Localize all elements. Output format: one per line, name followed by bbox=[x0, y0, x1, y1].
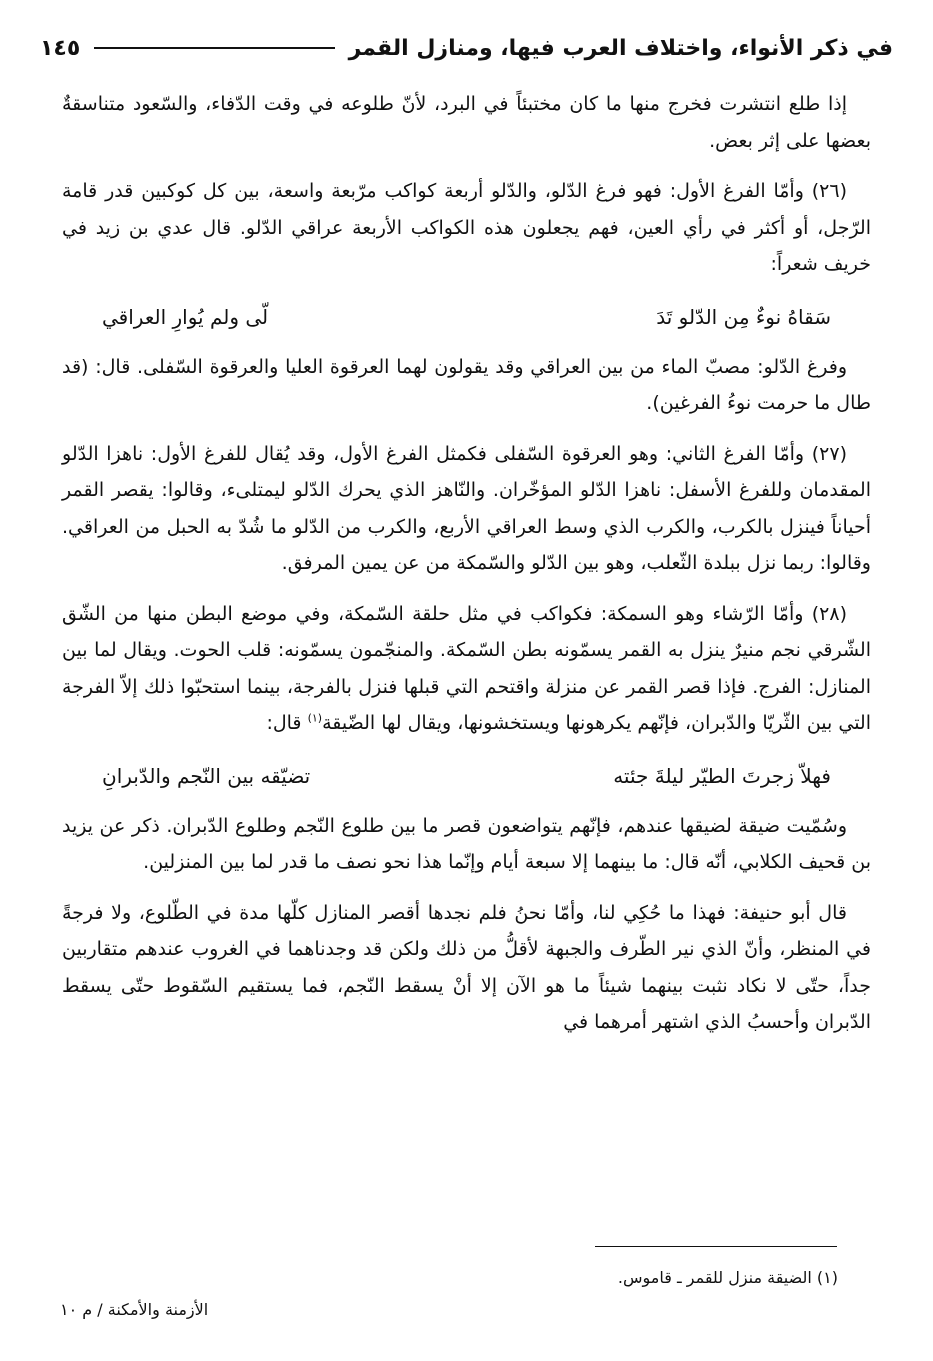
paragraph-1: إذا طلع انتشرت فخرج منها ما كان مختبئاً في البرد، لأنّ طلوعه في وقت الدّفاء، والسّعود متناسقةٌ بعضها على إثر بعض. bbox=[62, 93, 871, 152]
verse-1-second-hemistich: لّى ولم يُوارِ العراقي bbox=[102, 304, 269, 329]
paragraph-28 bbox=[62, 596, 871, 742]
verse-2-first-hemistich: فهلاّ زجرتَ الطيّر ليلةَ جئته bbox=[613, 763, 831, 788]
page-number: ١٤٥ bbox=[40, 35, 81, 61]
footnote-marker: (١) bbox=[307, 711, 323, 725]
footnote-rule bbox=[595, 1246, 837, 1247]
printer-signature: الأزمنة والأمكنة / م ١٠ bbox=[60, 1300, 209, 1319]
running-header bbox=[40, 30, 893, 66]
paragraph-dayqa: وسُمّيت ضيقة لضيقها عندهم، فإنّهم يتواضعون قصر ما بين طلوع النّجم وطلوع الدّبران. ذكر عن يزيد بن قحيف الكلابي، أنّه قال: ما بينهما إلا سبعة أيام وإنّما هذا نحو نصف ما قدر لما بين المنزلين. bbox=[62, 814, 871, 873]
paragraph-farg: وفرغ الدّلو: مصبّ الماء من بين العراقي وقد يقولون لهما العرقوة العليا والعرقوة السّفلى. قال: (قد طال ما حرمت نوءُ الفرغين). bbox=[62, 355, 871, 414]
footnote: (١) الضيقة منزل للقمر ـ قاموس. bbox=[617, 1268, 838, 1287]
paragraph-28-tail: قال: bbox=[266, 712, 308, 734]
verse-2 bbox=[102, 756, 831, 796]
running-title: في ذكر الأنواء، واختلاف العرب فيها، ومنازل القمر bbox=[348, 35, 893, 61]
verse-1 bbox=[102, 297, 831, 337]
verse-1-first-hemistich: سَقاهُ نوءٌ مِن الدّلو تَدَ bbox=[656, 304, 831, 329]
paragraph-26: (٢٦) وأمّا الفرغ الأول: فهو فرغ الدّلو، والدّلو أربعة كواكب مرّبعة واسعة، بين كل كوكبين قدر قامة الرّجل، أو أكثر في رأي العين، فهم يجعلون هذه الكواكب الأربعة عراقي الدّلو. قال عدي بن زيد في خريف شعراً: bbox=[62, 180, 871, 275]
paragraph-28-text: (٢٨) وأمّا الرّشاء وهو السمكة: فكواكب في مثل حلقة السّمكة، وفي موضع البطن منها من الشّق الشّرقي نجم منيرٌ ينزل به القمر يسمّونه بطن السّمكة. والمنجّمون يسمّونه: قلب الحوت. ويقال لما بين المنازل: الفرج. فإذا قصر القمر عن منزلة واقتحم التي قبلها فنزل بالفرجة، بينما استحبّوا ذلك إلاّ الفرجة التي بين الثّريّا والدّبران، فإنّهم يكرهونها ويستخشونها، ويقال لها الضّيقة bbox=[62, 602, 871, 734]
paragraph-abu-hanifa: قال أبو حنيفة: فهذا ما حُكِي لنا، وأمّا نحنُ فلم نجدها أقصر المنازل كلّها مدة في الطّلوع، ولا فرجةً في المنظر، وأنّ الذي نير الطّرف والجبهة لأقلُّ من ذلك ولكن قد وجدناهما في الغروب عندهم متقاربين جداً، حتّى لا نكاد نثبت بينهما شيئاً ما هو الآن إلا أنْ يسقط النّجم، فما يستقيم السّقوط حتّى يسقط الدّبران وأحسبُ الذي اشتهر أمرهما في bbox=[62, 901, 871, 1033]
paragraph-27: (٢٧) وأمّا الفرغ الثاني: وهو العرقوة السّفلى فكمثل الفرغ الأول، وقد يُقال للفرغ الأول: ناهزا الدّلو المقدمان وللفرغ الأسفل: ناهزا الدّلو المؤخّران. والنّاهز الذي يحرك الدّلو ليمتلىء، وقالوا: يقصر القمر أحياناً فينزل بالكرب، والكرب الذي وسط العراقي الأربع، والكرب من الدّلو ما شُدّ به الحبل من العراقي. وقالوا: ربما نزل ببلدة الثّعلب، وهو بين الدّلو والسّمكة من عن يمين المرفق. bbox=[62, 442, 871, 574]
verse-2-second-hemistich: تضيّقه بين النّجم والدّبرانِ bbox=[102, 763, 311, 788]
page-body bbox=[62, 86, 871, 1055]
header-rule bbox=[94, 47, 334, 49]
